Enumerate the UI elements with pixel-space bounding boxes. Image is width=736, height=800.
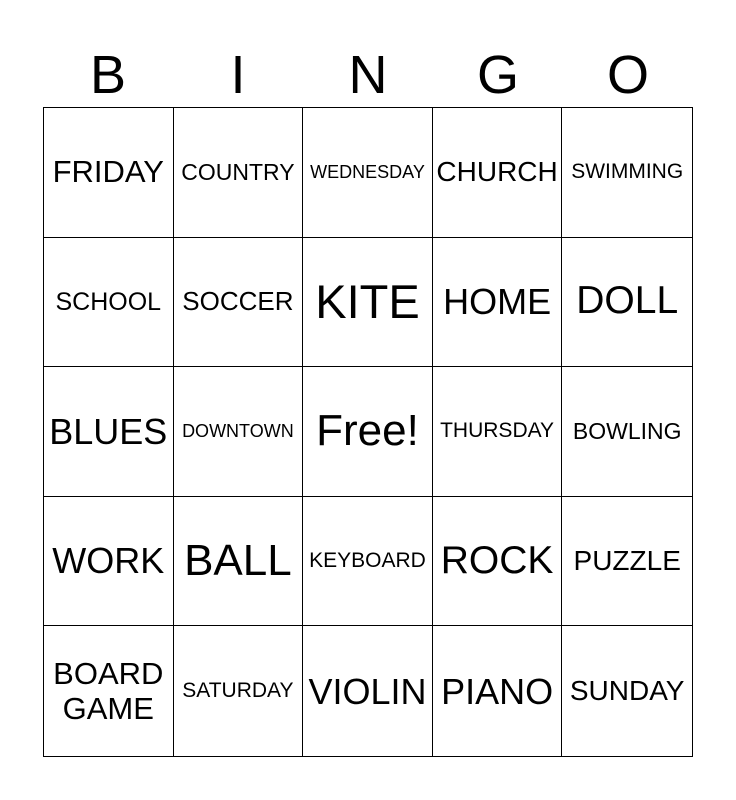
bingo-cell[interactable]: ROCK bbox=[433, 497, 563, 627]
free-space-cell[interactable]: Free! bbox=[303, 367, 433, 497]
bingo-cell[interactable]: DOWNTOWN bbox=[174, 367, 304, 497]
bingo-cell[interactable]: HOME bbox=[433, 238, 563, 368]
bingo-cell[interactable]: PUZZLE bbox=[562, 497, 692, 627]
bingo-cell[interactable]: BOWLING bbox=[562, 367, 692, 497]
header-letter-o: O bbox=[606, 45, 649, 105]
bingo-cell[interactable]: VIOLIN bbox=[303, 626, 433, 756]
header-letter-g: G bbox=[476, 45, 519, 105]
bingo-cell[interactable]: SOCCER bbox=[174, 238, 304, 368]
bingo-board bbox=[43, 107, 693, 757]
bingo-cell[interactable]: COUNTRY bbox=[174, 108, 304, 238]
bingo-cell[interactable]: WORK bbox=[44, 497, 174, 627]
header-letter-n: N bbox=[348, 45, 388, 105]
bingo-cell[interactable]: DOLL bbox=[562, 238, 692, 368]
bingo-cell[interactable]: SUNDAY bbox=[569, 675, 685, 707]
bingo-cell[interactable]: PIANO bbox=[433, 626, 563, 756]
bingo-cell[interactable]: KITE bbox=[303, 238, 433, 368]
bingo-cell[interactable]: SATURDAY bbox=[174, 626, 304, 756]
bingo-cell[interactable]: SWIMMING bbox=[562, 108, 692, 238]
bingo-cell[interactable]: KEYBOARD bbox=[303, 497, 433, 627]
bingo-cell[interactable]: CHURCH bbox=[433, 108, 563, 238]
bingo-header bbox=[43, 42, 693, 108]
bingo-cell[interactable]: SCHOOL bbox=[44, 238, 174, 368]
bingo-cell[interactable]: THURSDAY bbox=[433, 367, 563, 497]
bingo-cell[interactable]: BLUES bbox=[44, 367, 174, 497]
bingo-cell[interactable]: BALL bbox=[174, 497, 304, 627]
bingo-cell[interactable]: WEDNESDAY bbox=[303, 108, 433, 238]
bingo-cell[interactable]: BOARD GAME bbox=[44, 626, 174, 756]
header-letter-b: B bbox=[89, 45, 127, 105]
bingo-cell[interactable]: FRIDAY bbox=[44, 108, 174, 238]
header-letter-i: I bbox=[230, 45, 246, 105]
